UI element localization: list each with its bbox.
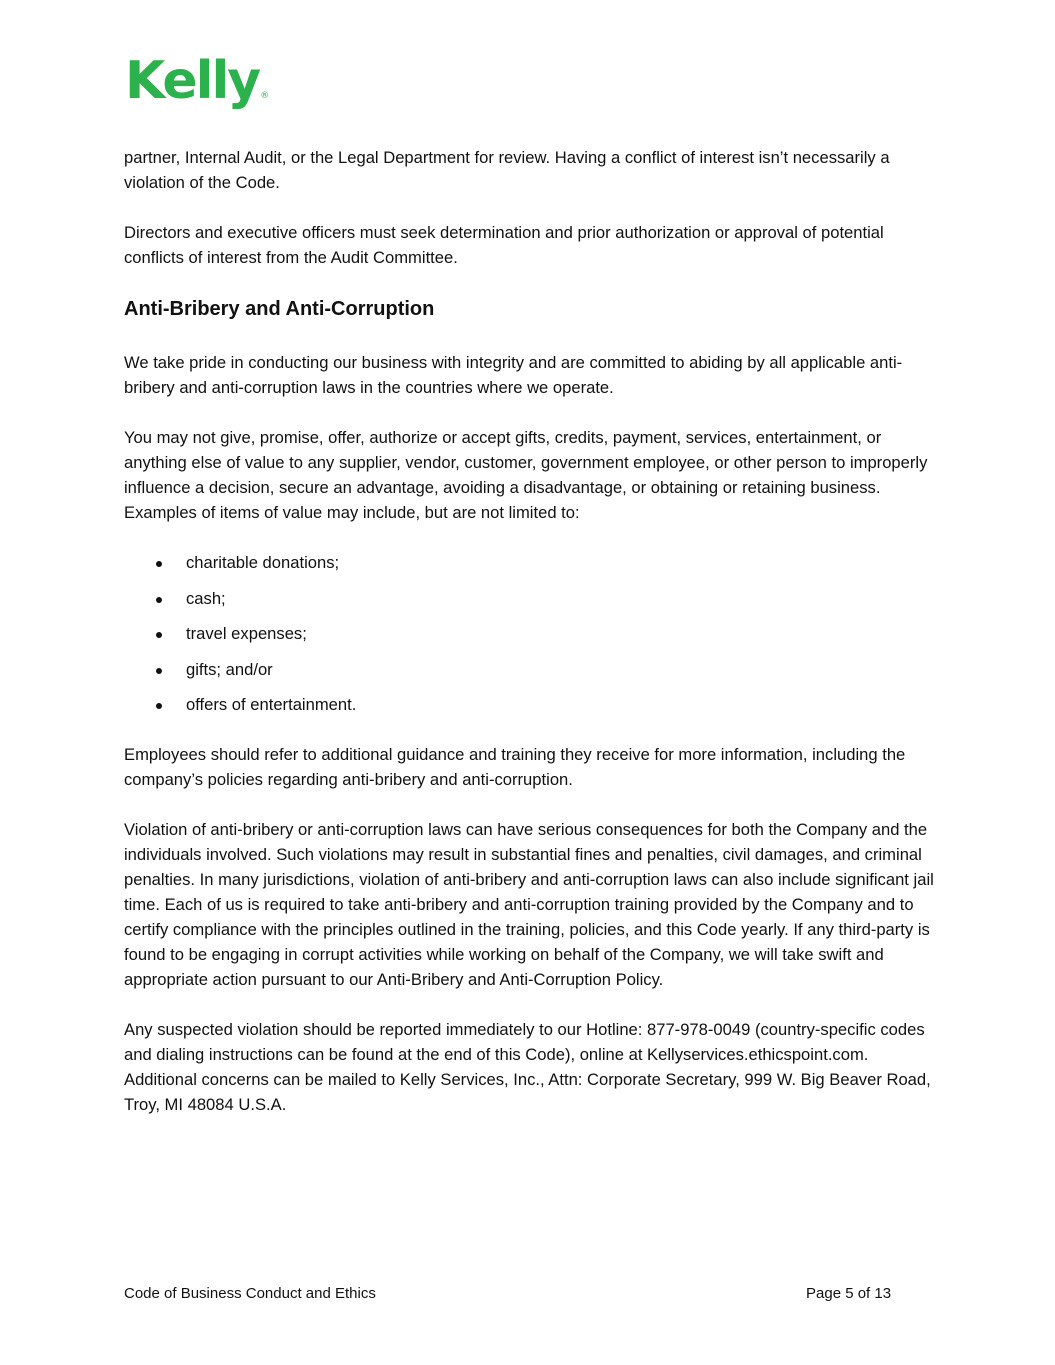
bullet-icon: [156, 597, 162, 603]
paragraph-directors-approval: Directors and executive officers must seek determination and prior authorization or approval of potential conflicts of interest from the Audit Committee.: [124, 223, 884, 267]
kelly-logo: [125, 51, 270, 111]
document-body: [124, 145, 934, 1142]
bullet-icon: [156, 703, 162, 709]
list-item: [124, 550, 934, 575]
list-item: [124, 621, 934, 646]
paragraph-integrity: We take pride in conducting our business with integrity and are committed to abiding by all applicable anti-bribery and anti-corruption laws in the countries where we operate.: [124, 353, 903, 397]
section-heading: Anti-Bribery and Anti-Corruption: [124, 298, 435, 320]
footer-document-title: Code of Business Conduct and Ethics: [124, 1285, 376, 1302]
logo-wordmark: Kelly: [125, 51, 260, 111]
footer-page-number: Page 5 of 13: [806, 1285, 892, 1302]
paragraph-prohibited-gifts: You may not give, promise, offer, authorize or accept gifts, credits, payment, services, entertainment, or anything else of value to any supplier, vendor, customer, government employee, or other person to improperly influence a decision, secure an advantage, avoiding a disadvantage, or obtaining or retaining business. Examples of items of value may include, but are not limited to:: [124, 428, 928, 522]
bullet-icon: [156, 668, 162, 674]
registered-mark: ®: [260, 91, 270, 101]
bullet-icon: [156, 561, 162, 567]
paragraph-reporting: Any suspected violation should be reported immediately to our Hotline: 877-978-0049 (country-specific codes and dialing instructions can be found at the end of this Code), online at Kellyservices.ethicspoint.com. Additional concerns can be mailed to Kelly Services, Inc., Attn: Corporate Secretary, 999 W. Big Beaver Road, Troy, MI 48084 U.S.A.: [124, 1020, 931, 1114]
list-item-text: charitable donations;: [186, 553, 340, 572]
list-item: [124, 657, 934, 682]
paragraph-conflict-review: partner, Internal Audit, or the Legal Department for review. Having a conflict of interest isn’t necessarily a violation of the Code.: [124, 148, 890, 192]
list-item-text: travel expenses;: [186, 624, 307, 643]
items-of-value-list: [124, 550, 934, 717]
list-item: [124, 692, 934, 717]
bullet-icon: [156, 632, 162, 638]
list-item-text: offers of entertainment.: [186, 695, 357, 714]
paragraph-guidance: Employees should refer to additional guidance and training they receive for more information, including the company’s policies regarding anti-bribery and anti-corruption.: [124, 745, 906, 789]
paragraph-consequences: Violation of anti-bribery or anti-corruption laws can have serious consequences for both the Company and the individuals involved. Such violations may result in substantial fines and penalties, civil damages, and criminal penalties. In many jurisdictions, violation of anti-bribery and anti-corruption laws can also include significant jail time. Each of us is required to take anti-bribery and anti-corruption training provided by the Company and to certify compliance with the principles outlined in the training, policies, and this Code yearly. If any third-party is found to be engaging in corrupt activities while working on behalf of the Company, we will take swift and appropriate action pursuant to our Anti-Bribery and Anti-Corruption Policy.: [124, 820, 934, 989]
list-item: [124, 586, 934, 611]
list-item-text: cash;: [186, 588, 226, 608]
list-item-text: gifts; and/or: [186, 659, 273, 679]
